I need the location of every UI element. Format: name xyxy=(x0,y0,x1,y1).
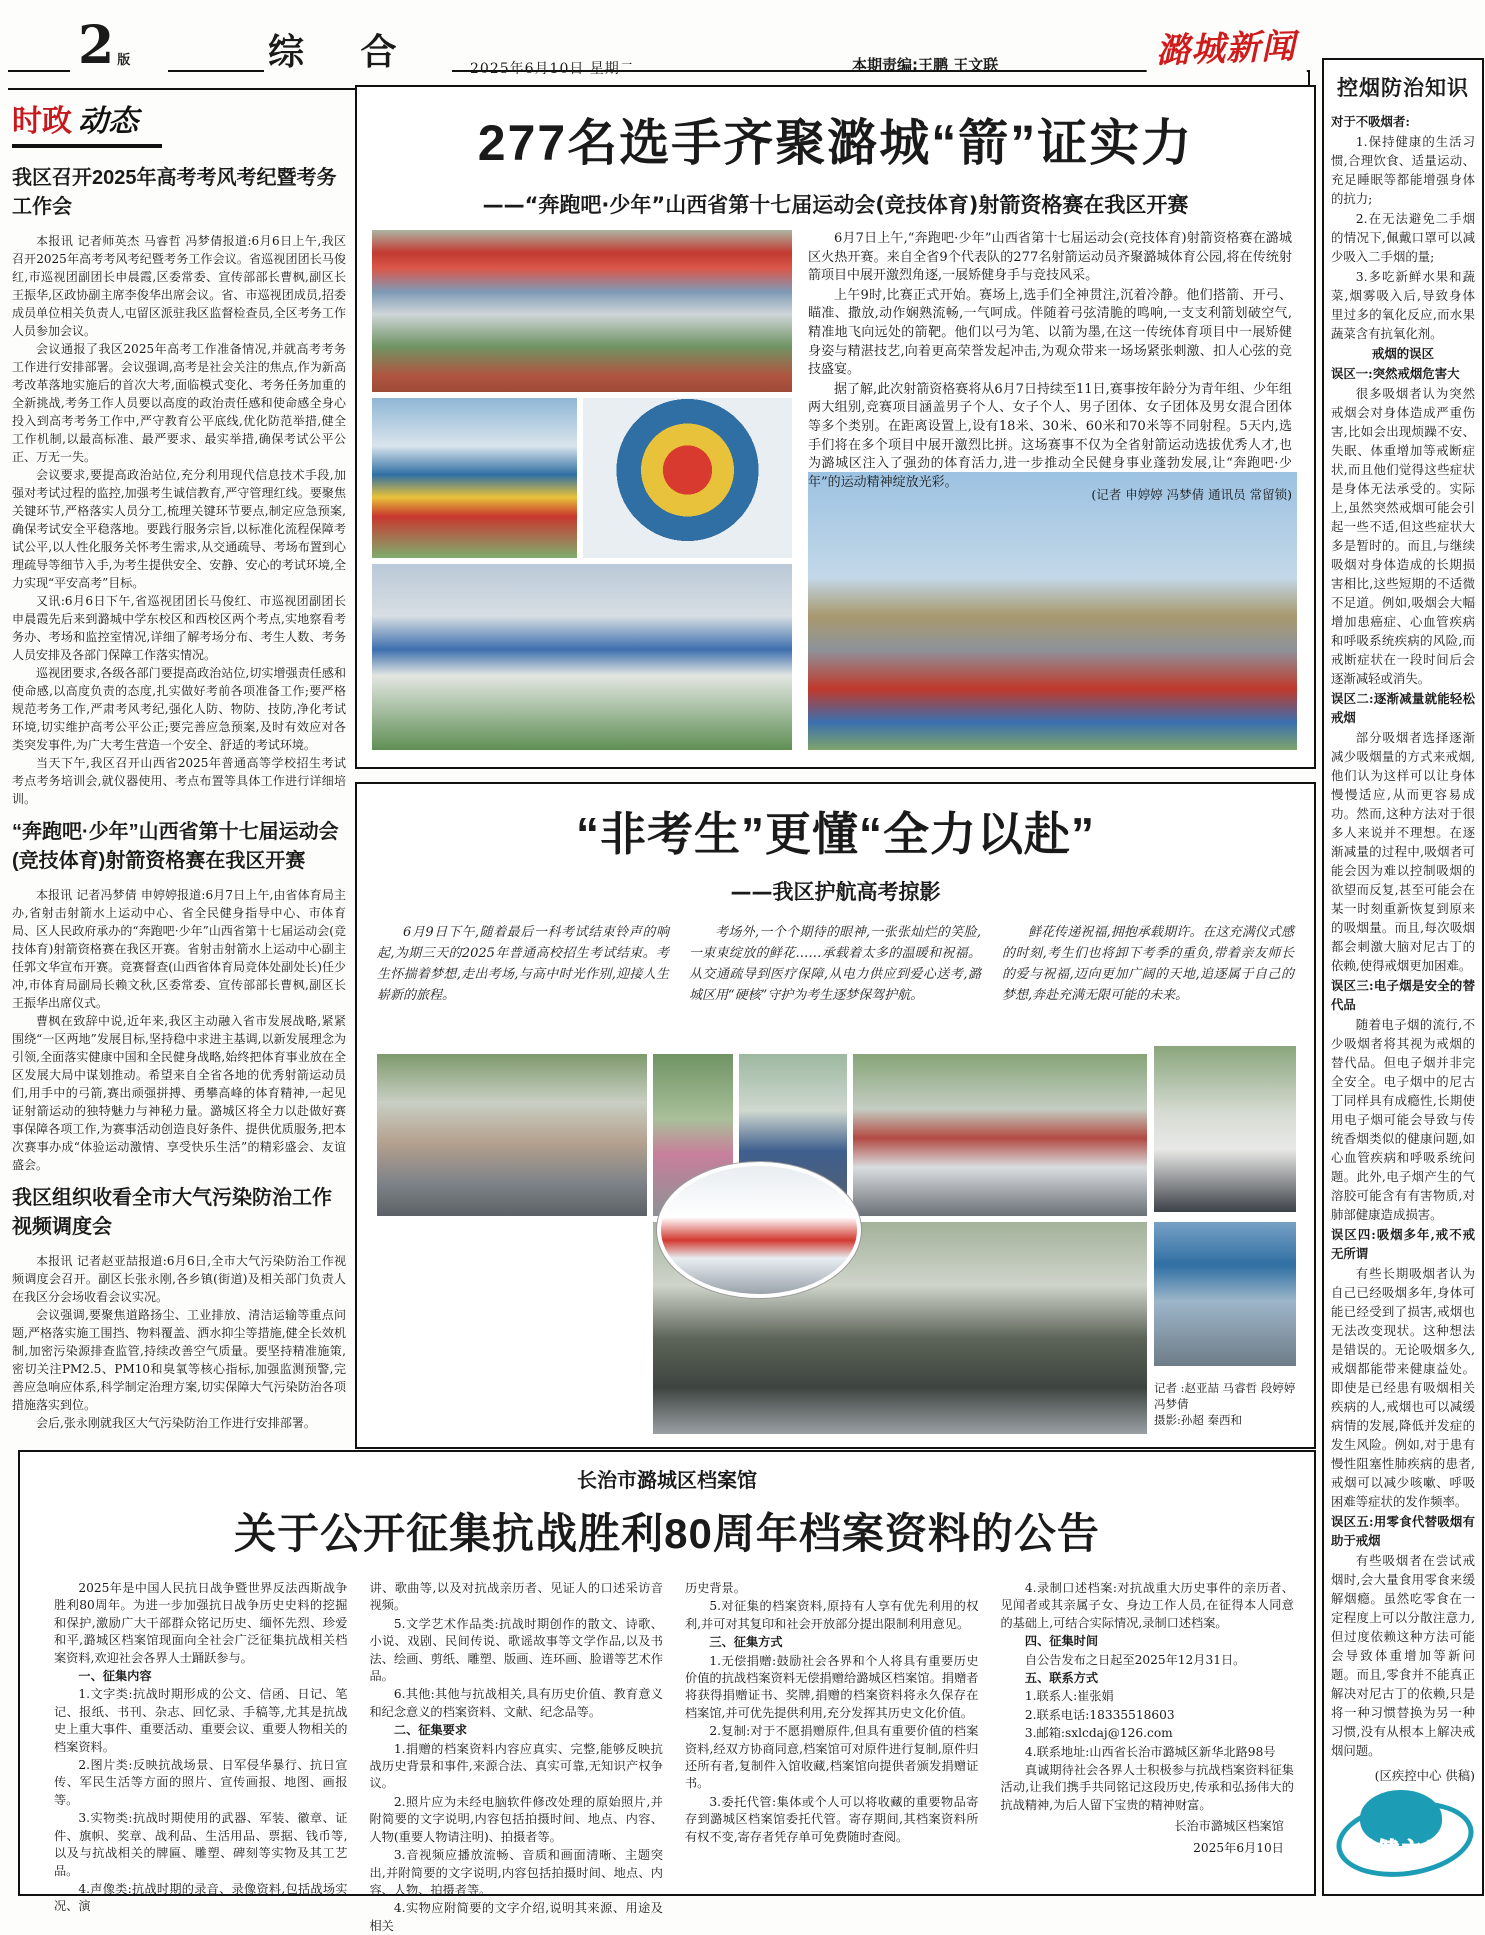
target-practice-photo xyxy=(372,398,577,558)
masthead-logo: 潞城新闻 xyxy=(1145,17,1307,83)
notice-columns xyxy=(54,1580,1294,1933)
health-knowledge-column xyxy=(1322,58,1484,1896)
section-badge-black: 动态 xyxy=(78,104,138,139)
duty-editor: 本期责编:王鹏 王文联 xyxy=(852,56,999,74)
section-title: 综 合 xyxy=(268,31,419,73)
exam-gate-crowd-photo xyxy=(853,1054,1147,1216)
article-body: 本报讯 记者赵亚喆报道:6月6日,全市大气污染防治工作视频调度会召开。副区长张永刚,各乡镇(街道)及相关部门负责人在我区分会场收看会议实况。 会议强调,要聚焦道路扬尘、工业排放、清洁运输等重点问题,严格落实施工围挡、物料覆盖、洒水抑尘等措施,健全长效机制,加密污染源排查监管,持续改善空气质量。要坚持精准施策,密切关注PM2.5、PM10和臭氧等核心指标,加强监测预警,完善应急响应体系,科学制定治理方案,切实保障大气污染防治各项措施落实到位。 会后,张永刚就我区大气污染防治工作进行安排部署。 xyxy=(12,1254,346,1430)
article-archery-left xyxy=(12,818,346,1174)
gaokao-byline xyxy=(1154,1380,1296,1428)
archery-body-text: 6月7日上午,“奔跑吧·少年”山西省第十七届运动会(竞技体育)射箭资格赛在潞城区火热开赛。来自全省9个代表队的277名射箭运动员齐聚潞城体育公园,将在传统射箭项目中展开激烈角逐,一展矫健身手与竞技风采。 上午9时,比赛正式开始。赛场上,选手们全神贯注,沉着冷静。他们搭箭、开弓、瞄准、撒放,动作娴熟流畅,一气呵成。伴随着弓弦清脆的鸣响,一支支利箭划破空气,精准地飞向远处的箭靶。他们以弓为笔、以箭为墨,在这一传统体育项目中一展矫健身姿与精湛技艺,向着更高荣誉发起冲击,为观众带来一场场紧张刺激、扣人心弦的竞技盛宴。 据了解,此次射箭资格赛将从6月7日持续至11日,赛事按年龄分为青年组、少年组两大组别,竞赛项目涵盖男子个人、女子个人、男子团体、女子团体及男女混合团体等多个类别。在距离设置上,设有18米、30米、60米和70米等不同射程。5天内,选手们将在多个项目中展开激烈比拼。这场赛事不仅为全省射箭运动选拔优秀人才,也为潞城区注入了强劲的体育活力,进一步推动全民健身事业蓬勃发展,让“奔跑吧·少年”的运动精神绽放光彩。 xyxy=(808,231,1292,490)
archery-feature-box xyxy=(355,85,1316,769)
parents-crowd-photo xyxy=(377,1054,647,1216)
archery-headline: 277名选手齐聚潞城“箭”证实力 xyxy=(477,115,1194,171)
section-badge-red: 时政 xyxy=(12,104,72,139)
gaokao-byline-photographers: 摄影:孙超 秦西和 xyxy=(1154,1413,1243,1427)
gaokao-col-2: 考场外,一个个期待的眼神,一张张灿烂的笑脸,一束束绽放的鲜花……承载着太多的温暖和祝福。从交通疏导到医疗保障,从电力供应到爱心送考,潞城区用“硬核”守护为考生逐梦保驾护航。 xyxy=(689,925,981,1003)
notice-col-3: 历史背景。 5.对征集的档案资料,原持有人享有优先利用的权利,并可对其复印和社会开放部分提出限制利用意见。 三、征集方式 1.无偿捐赠:鼓励社会各界和个人将具有重要历史价值的抗战档案资料无偿捐赠给潞城区档案馆。捐赠者将获得捐赠证书、奖牌,捐赠的档案资料将永久保存在档案馆,并可优先提供利用,充分发挥其历史文化价值。 2.复制:对于不愿捐赠原件,但具有重要价值的档案资料,经双方协商同意,档案馆可对原件进行复制,原件归还所有者,复制件入馆收藏,档案馆向提供者颁发捐赠证书。 3.委托代管:集体或个人可以将收藏的重要物品寄存到潞城区档案馆委托代管。寄存期间,其档案资料所有权不变,寄存者凭存单可免费随时查阅。 xyxy=(685,1581,979,1844)
logo-text: 保健之窗 xyxy=(1352,1839,1449,1864)
page-number-value: 2 xyxy=(78,15,115,76)
header-rule-mid xyxy=(168,70,264,72)
notice-organization: 长治市潞城区档案馆 xyxy=(577,1468,757,1492)
article-title: 我区组织收看全市大气污染防治工作视频调度会 xyxy=(12,1187,332,1238)
page-number-label: 版 xyxy=(117,53,131,68)
notice-col-4: 4.录制口述档案:对抗战重大历史事件的亲历者、见闻者或其亲属子女、身边工作人员,在征得本人同意的基础上,可结合实际情况,录制口述档案。 四、征集时间 自公告发布之日起至2025年12月31日。 五、联系方式 1.联系人:崔张娟 2.联系电话:18335518603 3.邮箱:sxlcdaj@126.com 4.联系地址:山西省长治市潞城区新华北路98号 真诚期待社会各界人士积极参与抗战档案资料征集活动,让我们携手共同铭记这段历史,传承和弘扬伟大的抗战精神,为后人留下宝贵的精神财富。 长治市潞城区档案馆 2025年6月10日 xyxy=(1000,1581,1294,1855)
archery-subtitle: ——“奔跑吧·少年”山西省第十七届运动会(竞技体育)射箭资格赛在我区开赛 xyxy=(482,193,1189,217)
notice-col-2: 讲、歌曲等,以及对抗战亲历者、见证人的口述采访音视频。 5.文学艺术作品类:抗战时期创作的散文、诗歌、小说、戏剧、民间传说、歌谣故事等文学作品,以及书法、绘画、剪纸、雕塑、版画、连环画、脸谱等艺术作品。 6.其他:其他与抗战相关,具有历史价值、教育意义和纪念意义的档案资料、文献、纪念品等。 二、征集要求 1.捐赠的档案资料内容应真实、完整,能够反映抗战历史背景和事件,来源合法、真实可靠,无知识产权争议。 2.照片应为未经电脑软件修改处理的原始照片,并附简要的文字说明,内容包括拍摄时间、地点、内容、人物(重要人物请注明)、拍摄者等。 3.音视频应播放流畅、音质和画面清晰、主题突出,并附简要的文字说明,内容包括拍摄时间、地点、内容、人物、拍摄者等。 4.实物应附简要的文字介绍,说明其来源、用途及相关 xyxy=(369,1581,663,1933)
archery-target-closeup-photo xyxy=(583,398,792,558)
gaokao-subtitle: ——我区护航高考掠影 xyxy=(730,880,941,904)
article-body: 本报讯 记者冯梦倩 申婷婷报道:6月7日上午,由省体育局主办,省射击射箭水上运动中心、省全民健身指导中心、市体育局、区人民政府承办的“奔跑吧·少年”山西省第十七届运动会(竞技体育)射箭资格赛在我区开赛。省射击射箭水上运动中心副主任郭文华宣布开赛。竞赛督查(山西省体育局竞体处副处长)任少冲,市体育局副局长赖文秋,区委常委、宣传部部长曹枫,副区长王振华出席仪式。 曹枫在致辞中说,近年来,我区主动融入省市发展战略,紧紧围绕“一区两地”发展目标,坚持稳中求进主基调,以新发展理念为引领,全面落实健康中国和全民健身战略,始终把体育事业放在全区发展大局中谋划推动。希望来自全省各地的优秀射箭运动员们,用手中的弓箭,赛出顽强拼搏、勇攀高峰的体育精神,一起见证射箭运动的独特魅力与神秘力量。潞城区将全力以赴做好赛事保障各项工作,为赛事活动创造良好条件、提供优质服务,把本次赛事办成“体验运动激情、享受快乐生活”的精彩盛会、友谊盛会。 xyxy=(12,888,346,1172)
gaokao-col-1: 6月9日下午,随着最后一科考试结束铃声的响起,为期三天的2025年普通高校招生考试结束。考生怀揣着梦想,走出考场,与高中时光作别,迎接人生崭新的旅程。 xyxy=(377,925,669,1003)
ambulance-oval-photo xyxy=(657,1162,861,1298)
section-badge xyxy=(12,96,162,148)
issue-date: 2025年6月10日 星期二 xyxy=(470,61,635,77)
article-air-pollution xyxy=(12,1184,346,1432)
volunteer-photo xyxy=(1154,1046,1296,1212)
opening-ceremony-group-photo xyxy=(372,564,792,750)
gaokao-col-3: 鲜花传递祝福,拥抱承载期许。在这充满仪式感的时刻,考生们也将卸下考季的重负,带着亲友师长的爱与祝福,迈向更加广阔的天地,追逐属于自己的梦想,奔赴充满无限可能的未来。 xyxy=(1002,925,1294,1003)
article-body: 本报讯 记者师英杰 马睿哲 冯梦倩报道:6月6日上午,我区召开2025年高考考风考纪暨考务工作会议。省巡视团团长马俊红,市巡视团副团长申晨霞,区委常委、宣传部部长曹枫,副区长王振华,区政协副主席李俊华出席会议。省、市巡视团成员,招委成员单位相关负责人,屯留区派驻我区监督检查员,全区考务工作人员参加会议。 会议通报了我区2025年高考工作准备情况,并就高考考务工作进行安排部署。会议强调,高考是社会关注的焦点,作为新高考改革落地实施后的首次大考,面临模式变化、考务任务加重的全新挑战,考务工作人员要以高度的政治责任感和使命感全身心投入到高考考务工作中,严守教育公平底线,优化防范举措,健全工作机制,以最高标准、最严要求、最实举措,确保考试公平公正、万无一失。 会议要求,要提高政治站位,充分利用现代信息技术手段,加强对考试过程的监控,加强考生诚信教育,严守管理红线。要聚焦关键环节,严格落实人员分工,梳理关键环节要点,制定应急预案,确保考试安全平稳落地。要践行服务宗旨,以标准化流程保障考试公平,以人性化服务关怀考生需求,从交通疏导、考场布置到心理疏导等细节入手,为考生提供安全、安静、安心的考试环境,全力实现“平安高考”目标。 又讯:6月6日下午,省巡视团团长马俊红、市巡视团副团长申晨霞先后来到潞城中学东校区和西校区两个考点,实地察看考务办、考场和监控室情况,详细了解考场分布、考生人数、考务人员安排及各部门保障工作落实情况。 巡视团要求,各级各部门要提高政治站位,切实增强责任感和使命感,以高度负责的态度,扎实做好考前各项准备工作;要严格规范考务工作,严肃考风考纪,强化人防、物防、技防,净化考试环境,切实维护高考公平公正;要完善应急预案,及时有效应对各类突发事件,为广大考生营造一个安全、舒适的考试环境。 当天下午,我区召开山西省2025年普通高等学校招生考试考点考务培训会,就仪器使用、考点布置等具体工作进行详细培训。 xyxy=(12,234,346,806)
politics-column xyxy=(12,96,346,1444)
article-exam-discipline xyxy=(12,164,346,808)
header-rule-left xyxy=(8,70,70,72)
sidebar-title: 控烟防治知识 xyxy=(1337,76,1469,100)
sidebar-body: 对于不吸烟者: 1.保持健康的生活习惯,合理饮食、适量运动、充足睡眠等都能增强身体的抗力; 2.在无法避免二手烟的情况下,佩戴口罩可以减少吸入二手烟的量; 3.多吃新鲜水果和蔬菜,烟雾吸入后,导致身体里过多的氧化反应,而水果蔬菜含有抗氧化剂。 戒烟的误区 误区一:突然戒烟危害大 很多吸烟者认为突然戒烟会对身体造成严重伤害,比如会出现烦躁不安、失眠、体重增加等戒断症状,而且他们觉得这些症状是身体无法承受的。实际上,虽然突然戒烟可能会引起一些不适,但这些症状大多是暂时的。而且,与继续吸烟对身体造成的长期损害相比,这些短期的不适微不足道。例如,吸烟会大幅增加患癌症、心血管疾病和呼吸系统疾病的风险,而戒断症状在一段时间后会逐渐减轻或消失。 误区二:逐渐减量就能轻松戒烟 部分吸烟者选择逐渐减少吸烟量的方式来戒烟,他们认为这样可以让身体慢慢适应,从而更容易成功。然而,这种方法对于很多人来说并不理想。在逐渐减量的过程中,吸烟者可能会因为难以控制吸烟的欲望而反复,甚至可能会在某一时刻重新恢复到原来的吸烟量。而且,每次吸烟都会刺激大脑对尼古丁的依赖,使得戒烟更加困难。 误区三:电子烟是安全的替代品 随着电子烟的流行,不少吸烟者将其视为戒烟的替代品。但电子烟并非完全安全。电子烟中的尼古丁同样具有成瘾性,长期使用电子烟可能会导致与传统香烟类似的健康问题,如心血管疾病和呼吸系统问题。此外,电子烟产生的气溶胶可能含有有害物质,对肺部健康造成损害。 误区四:吸烟多年,戒不戒无所谓 有些长期吸烟者认为自己已经吸烟多年,身体可能已经受到了损害,戒烟也无法改变现状。这种想法是错误的。无论吸烟多久,戒烟都能带来健康益处。即使是已经患有吸烟相关疾病的人,戒烟也可以减缓病情的发展,降低并发症的发生风险。例如,对于患有慢性阻塞性肺疾病的患者,戒烟可以减少咳嗽、呼吸困难等症状的发作频率。 误区五:用零食代替吸烟有助于戒烟 有些吸烟者在尝试戒烟时,会大量食用零食来缓解烟瘾。虽然吃零食在一定程度上可以分散注意力,但过度依赖这种方法可能会导致体重增加等新问题。而且,零食并不能真正解决对尼古丁的依赖,只是将一种习惯替换为另一种习惯,没有从根本上解决戒烟问题。 (区疾控中心 供稿) xyxy=(1331,114,1475,1783)
archery-byline: (记者 申婷婷 冯梦倩 通讯员 常留锁) xyxy=(1091,487,1292,502)
article-title: 我区召开2025年高考考风考纪暨考务工作会 xyxy=(12,167,337,218)
page-header xyxy=(0,15,1312,90)
page-number xyxy=(78,15,131,76)
health-window-logo xyxy=(1334,1784,1468,1880)
notice-col-1: 2025年是中国人民抗日战争暨世界反法西斯战争胜利80周年。为进一步加强抗日战争历史史料的挖掘和保护,激励广大干部群众铭记历史、缅怀先烈、珍爱和平,潞城区档案馆现面向全社会广泛征集抗战相关档案资料,欢迎社会各界人士踊跃参与。 一、征集内容 1.文字类:抗战时期形成的公文、信函、日记、笔记、报纸、书刊、杂志、回忆录、手稿等,尤其是抗战史上重大事件、重要活动、重要会议、重要人物相关的档案资料。 2.图片类:反映抗战场景、日军侵华暴行、抗日宣传、军民生活等方面的照片、宣传画报、地图、画报等。 3.实物类:抗战时期使用的武器、军装、徽章、证件、旗帜、奖章、战利品、生活用品、票据、钱币等,以及与抗战相关的牌匾、雕塑、碑刻等实物及其工艺品。 4.声像类:抗战时期的录音、录像资料,包括战场实况、演 xyxy=(54,1581,348,1914)
archives-notice-box xyxy=(18,1450,1316,1933)
article-title: “奔跑吧·少年”山西省第十七届运动会(竞技体育)射箭资格赛在我区开赛 xyxy=(12,821,339,872)
firefighters-photo xyxy=(377,1222,647,1434)
archers-lineup-photo xyxy=(372,230,792,392)
stadium-aerial-photo xyxy=(808,472,1297,750)
notice-title: 关于公开征集抗战胜利80周年档案资料的公告 xyxy=(234,1510,1100,1557)
electric-workers-photo xyxy=(1154,1222,1296,1366)
gaokao-escort-box xyxy=(355,782,1316,1449)
gaokao-headline: “非考生”更懂“全力以赴” xyxy=(576,808,1095,860)
gaokao-byline-reporters: 记者 :赵亚喆 马睿哲 段婷婷 冯梦倩 xyxy=(1154,1381,1296,1411)
